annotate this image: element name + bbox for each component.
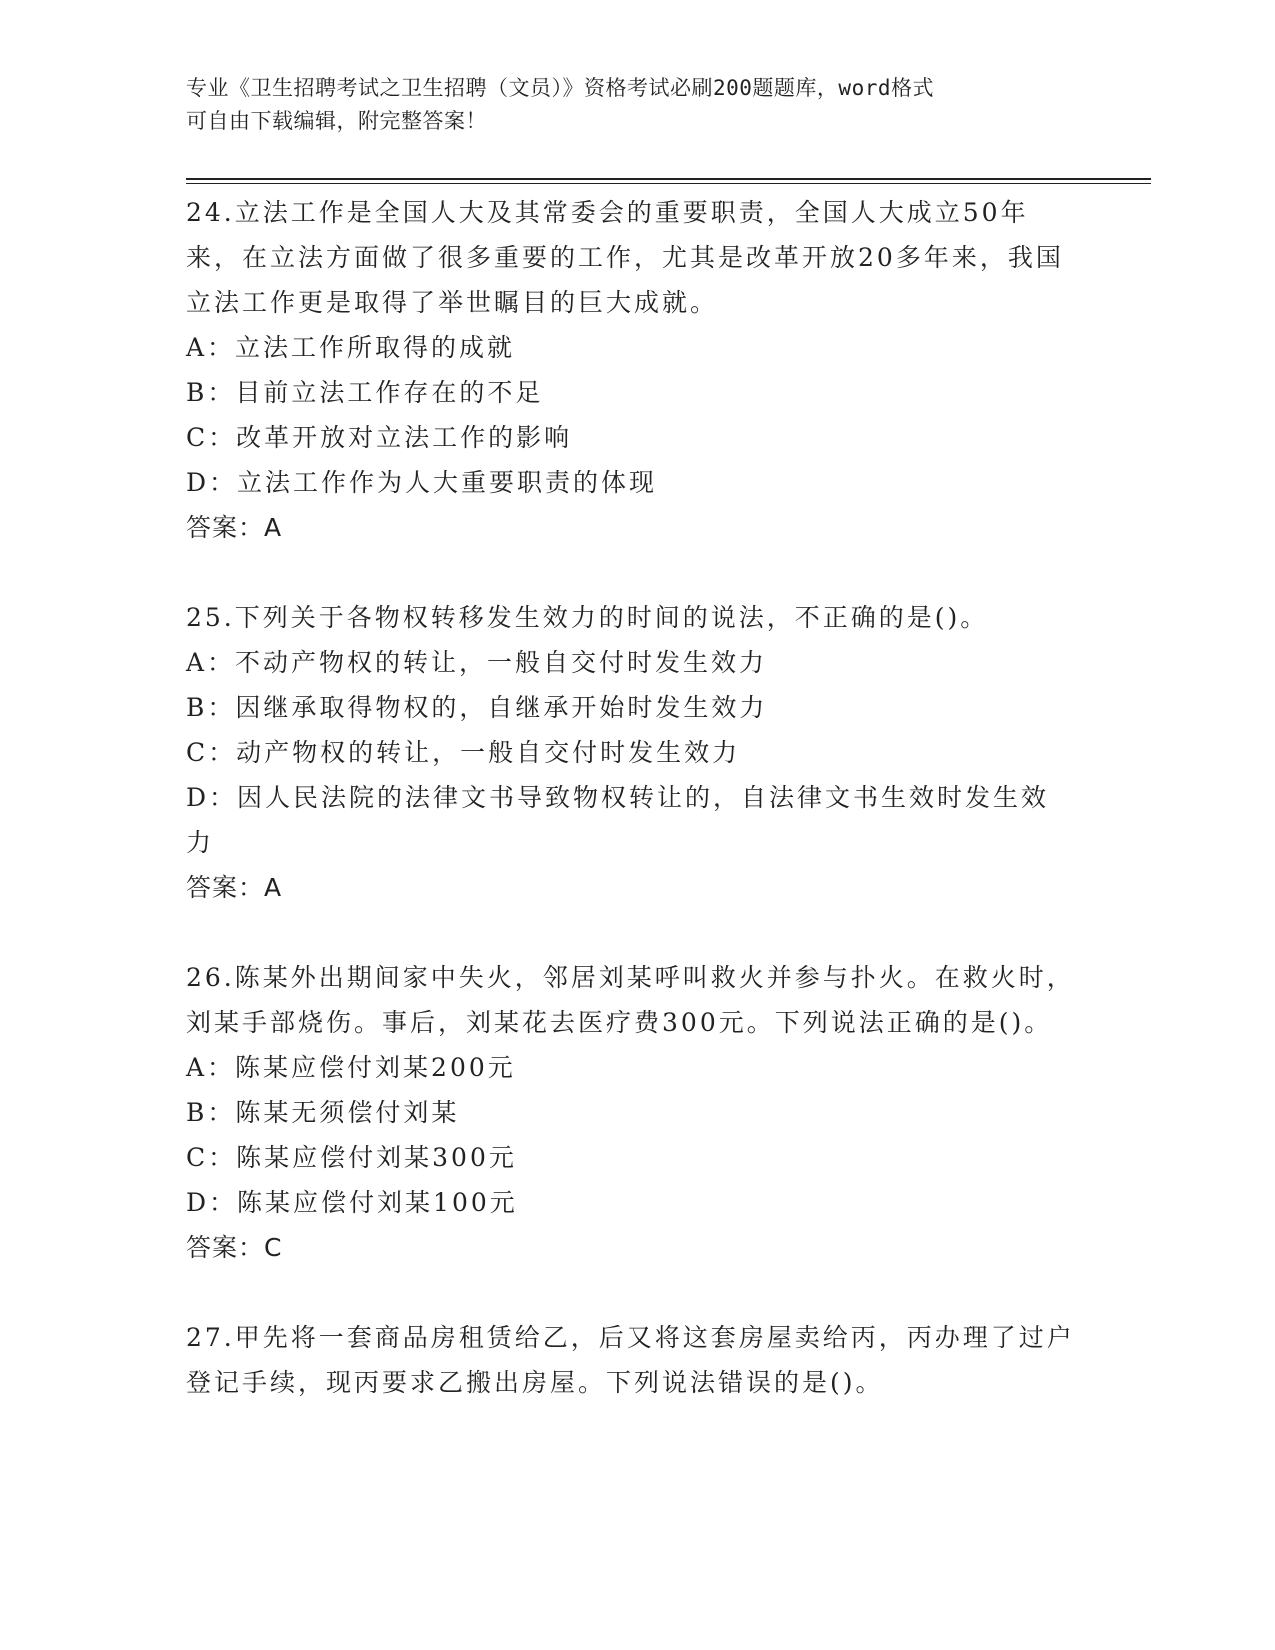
option-c: C：改革开放对立法工作的影响	[186, 423, 573, 452]
header-divider-thick	[186, 178, 1151, 180]
option-a: A：不动产物权的转让，一般自交付时发生效力	[186, 648, 768, 677]
option-d: D：因人民法院的法律文书导致物权转让的，自法律文书生效时发生效力	[186, 783, 1050, 857]
header-line-1: 专业《卫生招聘考试之卫生招聘（文员）》资格考试必刷200题题库，word格式	[186, 76, 934, 100]
question-25	[186, 595, 1076, 910]
header-divider-thin	[186, 183, 1151, 184]
option-b: B：因继承取得物权的，自继承开始时发生效力	[186, 693, 768, 722]
option-a: A：陈某应偿付刘某200元	[186, 1053, 516, 1082]
question-26	[186, 955, 1076, 1270]
answer: 答案：A	[186, 513, 283, 542]
option-c: C：陈某应偿付刘某300元	[186, 1143, 517, 1172]
option-b: B：目前立法工作存在的不足	[186, 378, 544, 407]
question-stem: 26.陈某外出期间家中失火，邻居刘某呼叫救火并参与扑火。在救火时，刘某手部烧伤。事后，刘某花去医疗费300元。下列说法正确的是()。	[186, 963, 1075, 1037]
document-header	[186, 72, 1066, 138]
question-24	[186, 190, 1076, 550]
option-c: C：动产物权的转让，一般自交付时发生效力	[186, 738, 741, 767]
header-line-2: 可自由下载编辑，附完整答案！	[186, 109, 487, 133]
answer: 答案：A	[186, 873, 283, 902]
question-stem: 24.立法工作是全国人大及其常委会的重要职责，全国人大成立50年来，在立法方面做了很多重要的工作，尤其是改革开放20多年来，我国立法工作更是取得了举世瞩目的巨大成就。	[186, 198, 1064, 317]
option-b: B：陈某无须偿付刘某	[186, 1098, 460, 1127]
question-list	[186, 190, 1076, 1405]
answer: 答案：C	[186, 1233, 283, 1262]
question-stem: 27.甲先将一套商品房租赁给乙，后又将这套房屋卖给丙，丙办理了过户登记手续，现丙要求乙搬出房屋。下列说法错误的是()。	[186, 1323, 1075, 1397]
option-a: A：立法工作所取得的成就	[186, 333, 516, 362]
question-27	[186, 1315, 1076, 1405]
option-d: D：陈某应偿付刘某100元	[186, 1188, 518, 1217]
option-d: D：立法工作作为人大重要职责的体现	[186, 468, 658, 497]
question-stem: 25.下列关于各物权转移发生效力的时间的说法，不正确的是()。	[186, 603, 989, 632]
